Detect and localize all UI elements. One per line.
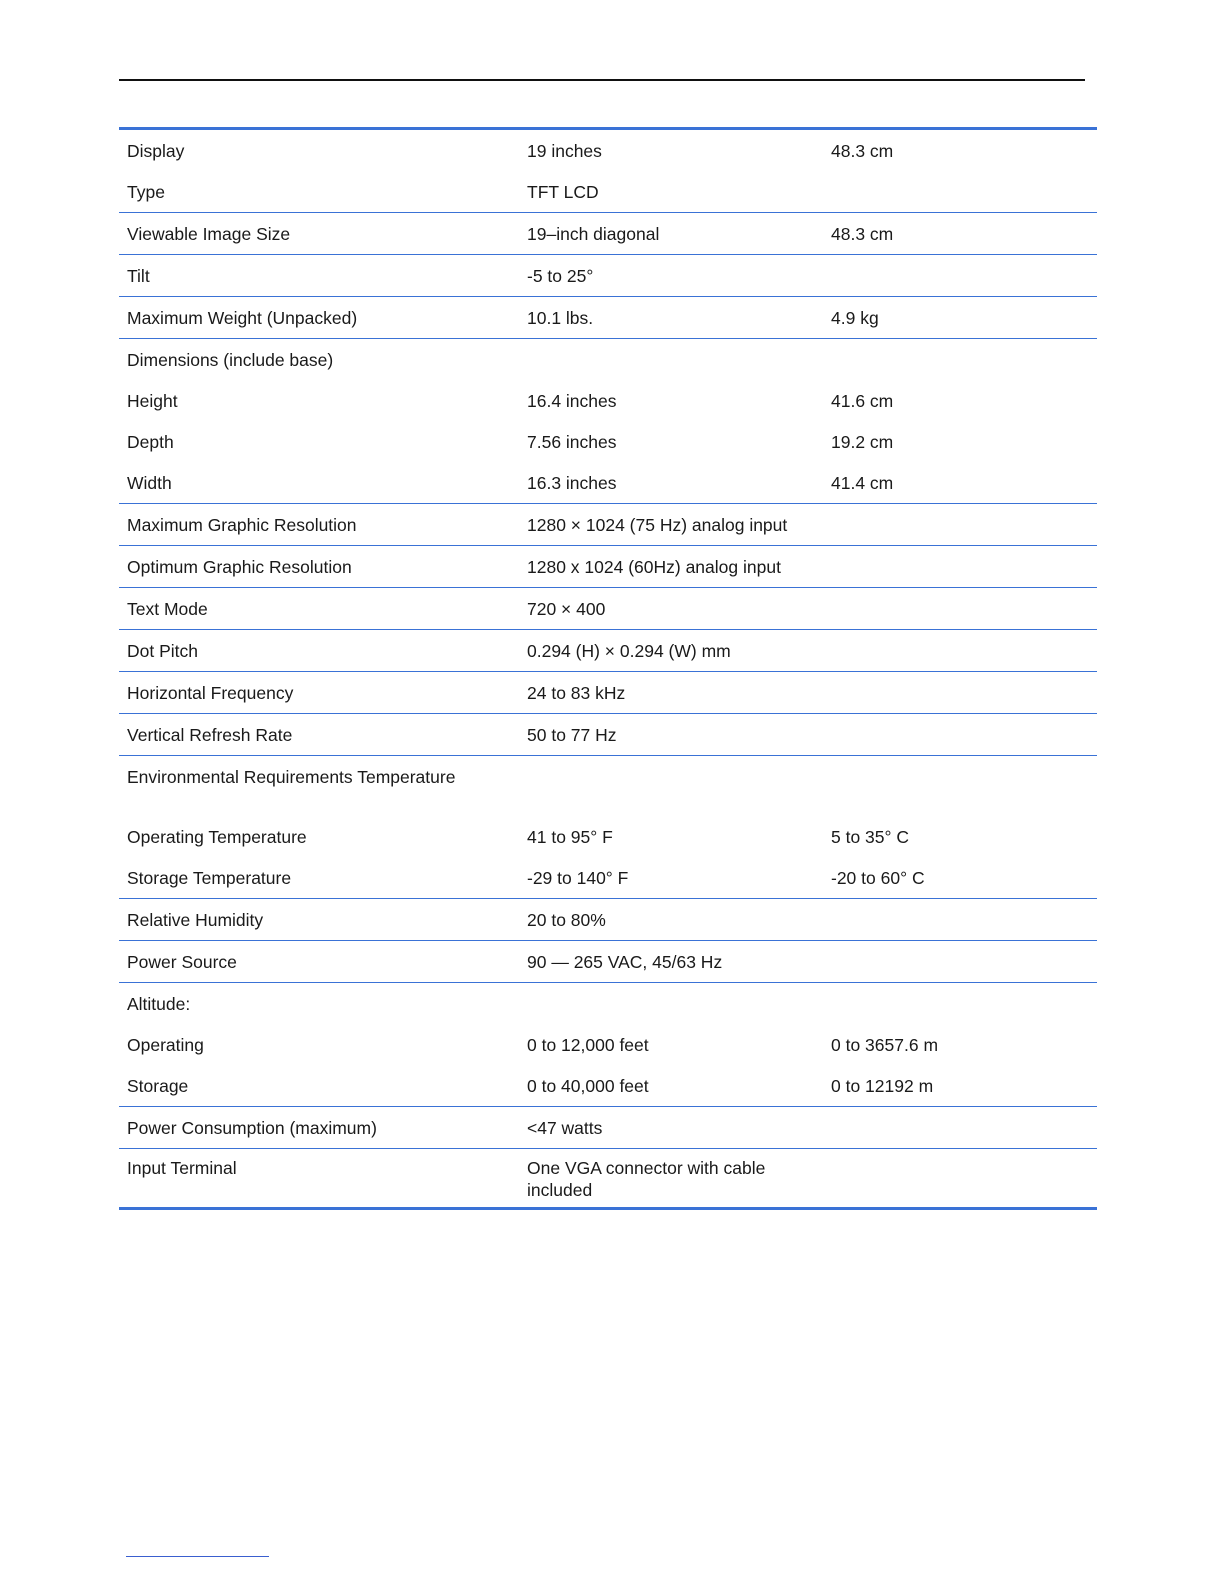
spec-value: 0 to 12,000 feet bbox=[527, 1034, 649, 1055]
spec-label: Maximum Weight (Unpacked) bbox=[127, 307, 358, 328]
spec-group-input-terminal bbox=[119, 1148, 1097, 1207]
spec-value: 1280 x 1024 (60Hz) analog input bbox=[527, 556, 781, 577]
footer-link-underline bbox=[126, 1556, 269, 1557]
spec-row bbox=[119, 462, 1097, 503]
spec-label: Power Consumption (maximum) bbox=[127, 1117, 377, 1138]
spec-label: Tilt bbox=[127, 265, 150, 286]
spec-label: Dot Pitch bbox=[127, 640, 198, 661]
spec-group-dot-pitch bbox=[119, 629, 1097, 671]
spec-metric: 41.4 cm bbox=[831, 472, 894, 493]
spec-label: Optimum Graphic Resolution bbox=[127, 556, 352, 577]
spec-metric: 41.6 cm bbox=[831, 390, 894, 411]
spec-row bbox=[119, 588, 1097, 629]
spec-group-humidity bbox=[119, 898, 1097, 940]
spec-label: Environmental Requirements Temperature bbox=[127, 766, 456, 787]
spec-value: 16.3 inches bbox=[527, 472, 617, 493]
spec-label: Operating bbox=[127, 1034, 204, 1055]
spec-group-weight bbox=[119, 296, 1097, 338]
spec-row bbox=[119, 421, 1097, 462]
spec-group-optimum-resolution bbox=[119, 545, 1097, 587]
spec-row bbox=[119, 857, 1097, 898]
spec-label: Width bbox=[127, 472, 172, 493]
spec-metric: 0 to 3657.6 m bbox=[831, 1034, 939, 1055]
spec-value: 41 to 95° F bbox=[527, 826, 613, 847]
spec-value: 16.4 inches bbox=[527, 390, 617, 411]
header-rule bbox=[119, 79, 1085, 81]
spec-label: Text Mode bbox=[127, 598, 208, 619]
spec-value: TFT LCD bbox=[527, 181, 599, 202]
spec-group-max-resolution bbox=[119, 503, 1097, 545]
spec-value: 0.294 (H) × 0.294 (W) mm bbox=[527, 640, 731, 661]
spec-row bbox=[119, 380, 1097, 421]
spec-table bbox=[119, 127, 1097, 1210]
spec-row bbox=[119, 714, 1097, 755]
spec-label: Horizontal Frequency bbox=[127, 682, 294, 703]
spec-row bbox=[119, 1024, 1097, 1065]
spec-value: 1280 × 1024 (75 Hz) analog input bbox=[527, 514, 788, 535]
spec-label: Altitude: bbox=[127, 993, 191, 1014]
spec-label: Vertical Refresh Rate bbox=[127, 724, 293, 745]
spec-row bbox=[119, 756, 1097, 797]
spec-row bbox=[119, 1149, 1097, 1207]
spec-value: 19 inches bbox=[527, 140, 602, 161]
spec-value: -5 to 25° bbox=[527, 265, 594, 286]
spec-label: Storage Temperature bbox=[127, 867, 292, 888]
spec-row bbox=[119, 130, 1097, 171]
spec-value: 10.1 lbs. bbox=[527, 307, 594, 328]
spec-label: Operating Temperature bbox=[127, 826, 307, 847]
spec-row bbox=[119, 339, 1097, 380]
spec-value: One VGA connector with cable included bbox=[527, 1158, 766, 1200]
spec-row bbox=[119, 983, 1097, 1024]
spec-value: 50 to 77 Hz bbox=[527, 724, 617, 745]
spec-label: Relative Humidity bbox=[127, 909, 264, 930]
spec-value: 7.56 inches bbox=[527, 431, 617, 452]
spec-row bbox=[119, 255, 1097, 296]
spec-group-vertical-refresh bbox=[119, 713, 1097, 755]
spec-group-viewable-size bbox=[119, 212, 1097, 254]
spec-label: Storage bbox=[127, 1075, 189, 1096]
spec-value: 720 × 400 bbox=[527, 598, 606, 619]
spec-row bbox=[119, 816, 1097, 857]
spec-value: 0 to 40,000 feet bbox=[527, 1075, 649, 1096]
spec-label: Height bbox=[127, 390, 178, 411]
spec-value: 24 to 83 kHz bbox=[527, 682, 626, 703]
spec-value: 90 — 265 VAC, 45/63 Hz bbox=[527, 951, 723, 972]
spec-value: 19–inch diagonal bbox=[527, 223, 660, 244]
spec-row bbox=[119, 504, 1097, 545]
spec-row bbox=[119, 1065, 1097, 1106]
spec-row bbox=[119, 213, 1097, 254]
spec-metric: 48.3 cm bbox=[831, 140, 894, 161]
spec-value: -29 to 140° F bbox=[527, 867, 629, 888]
spec-label: Type bbox=[127, 181, 165, 202]
spec-label: Maximum Graphic Resolution bbox=[127, 514, 357, 535]
spec-metric: 5 to 35° C bbox=[831, 826, 910, 847]
spec-label: Input Terminal bbox=[127, 1158, 237, 1178]
spec-row bbox=[119, 297, 1097, 338]
spec-row bbox=[119, 171, 1097, 212]
spec-group-display bbox=[119, 130, 1097, 212]
spec-metric: 4.9 kg bbox=[831, 307, 879, 328]
spec-row bbox=[119, 899, 1097, 940]
spec-metric: 0 to 12192 m bbox=[831, 1075, 934, 1096]
spec-row bbox=[119, 672, 1097, 713]
spec-group-power-source bbox=[119, 940, 1097, 982]
spec-metric: 48.3 cm bbox=[831, 223, 894, 244]
spec-group-altitude bbox=[119, 982, 1097, 1106]
spec-row bbox=[119, 1107, 1097, 1148]
spec-label: Dimensions (include base) bbox=[127, 349, 334, 370]
spec-label: Depth bbox=[127, 431, 174, 452]
spec-label: Viewable Image Size bbox=[127, 223, 291, 244]
spec-value: <47 watts bbox=[527, 1117, 603, 1138]
spec-group-tilt bbox=[119, 254, 1097, 296]
spec-row bbox=[119, 630, 1097, 671]
spec-group-temperature bbox=[119, 755, 1097, 898]
spec-label: Power Source bbox=[127, 951, 237, 972]
spec-value: 20 to 80% bbox=[527, 909, 606, 930]
spec-group-horizontal-frequency bbox=[119, 671, 1097, 713]
spec-label: Display bbox=[127, 140, 185, 161]
spec-row bbox=[119, 941, 1097, 982]
spec-group-power-consumption bbox=[119, 1106, 1097, 1148]
spec-group-dimensions bbox=[119, 338, 1097, 503]
spec-metric: 19.2 cm bbox=[831, 431, 894, 452]
spec-row bbox=[119, 797, 1097, 816]
spec-group-text-mode bbox=[119, 587, 1097, 629]
spec-row bbox=[119, 546, 1097, 587]
spec-metric: -20 to 60° C bbox=[831, 867, 925, 888]
